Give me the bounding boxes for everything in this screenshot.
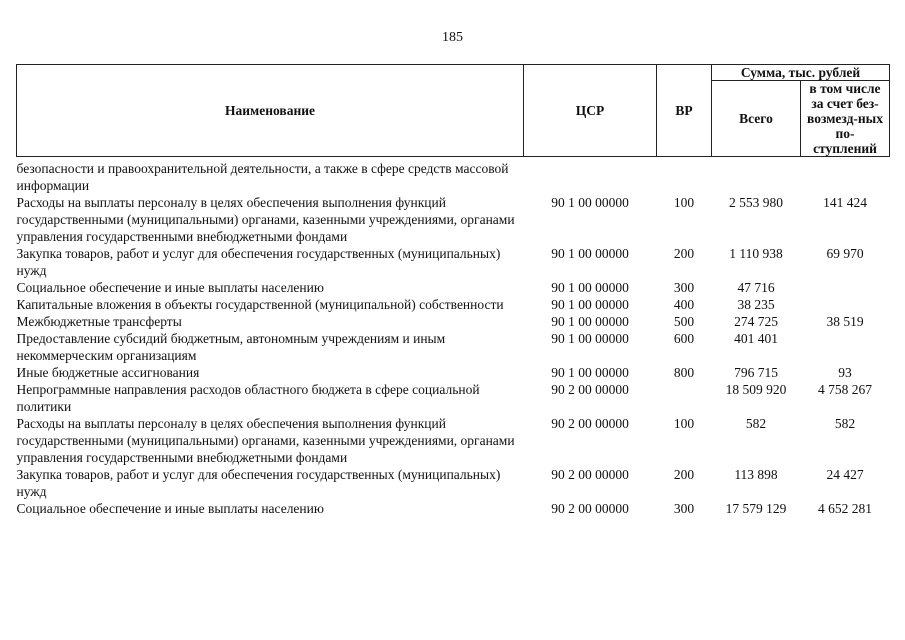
row-name-cell: Расходы на выплаты персоналу в целях обеспечения выполнения функций государственными (муниципальными) органами, казенными учреждениями, органами управления государственными внебюджетными фондами: [16, 416, 515, 465]
row-gratuitous-cell: 24 427: [826, 467, 864, 482]
row-name-cell: безопасности и правоохранительной деятельности, а также в сфере средств массовой информации: [16, 161, 509, 193]
row-csr-cell: 90 1 00 00000: [551, 314, 629, 329]
page-number: 185: [442, 30, 463, 45]
row-gratuitous-cell: 4 652 281: [818, 501, 872, 516]
row-gratuitous-cell: 38 519: [826, 314, 864, 329]
row-csr-cell: 90 1 00 00000: [551, 280, 629, 295]
row-name-cell: Межбюджетные трансферты: [16, 314, 182, 329]
row-gratuitous-cell: [801, 296, 890, 313]
row-name-cell: Социальное обеспечение и иные выплаты населению: [16, 501, 324, 516]
row-total-cell: 113 898: [734, 467, 778, 482]
row-csr-cell: 90 2 00 00000: [551, 501, 629, 516]
row-csr-cell: [524, 157, 657, 195]
row-vr-cell: [657, 157, 712, 195]
table-header: [17, 65, 890, 157]
row-name-cell: Непрограммные направления расходов областного бюджета в сфере социальной политики: [16, 382, 480, 414]
header-name: Наименование: [17, 65, 524, 157]
row-name-cell: Иные бюджетные ассигнования: [16, 365, 200, 380]
row-total-cell: 401 401: [734, 331, 778, 346]
row-total-cell: [712, 157, 801, 195]
row-csr-cell: 90 1 00 00000: [551, 297, 629, 312]
row-vr-cell: 400: [673, 297, 695, 312]
row-csr-cell: 90 1 00 00000: [551, 365, 629, 380]
table-row: [17, 466, 890, 500]
table-row: [17, 381, 890, 415]
row-gratuitous-cell: 93: [838, 365, 852, 380]
row-vr-cell: 100: [673, 195, 695, 210]
table-row: [17, 157, 890, 195]
row-total-cell: 18 509 920: [725, 382, 787, 397]
table-row: [17, 364, 890, 381]
row-vr-cell: 800: [673, 365, 695, 380]
row-gratuitous-cell: [801, 330, 890, 364]
header-csr: ЦСР: [524, 65, 657, 157]
row-csr-cell: 90 1 00 00000: [551, 195, 629, 210]
header-total: Всего: [712, 81, 801, 157]
budget-table: [16, 64, 890, 517]
row-vr-cell: 100: [673, 416, 695, 431]
row-csr-cell: 90 1 00 00000: [551, 331, 629, 346]
row-total-cell: 1 110 938: [729, 246, 783, 261]
row-name-cell: Предоставление субсидий бюджетным, автономным учреждениям и иным некоммерческим организациям: [16, 331, 446, 363]
row-name-cell: Закупка товаров, работ и услуг для обеспечения государственных (муниципальных) нужд: [16, 467, 501, 499]
row-csr-cell: 90 2 00 00000: [551, 467, 629, 482]
row-total-cell: 2 553 980: [729, 195, 783, 210]
row-gratuitous-cell: 582: [834, 416, 856, 431]
row-total-cell: 274 725: [734, 314, 778, 329]
table-row: [17, 194, 890, 245]
row-csr-cell: 90 1 00 00000: [551, 246, 629, 261]
row-total-cell: 47 716: [737, 280, 775, 295]
row-gratuitous-cell: [801, 279, 890, 296]
row-csr-cell: 90 2 00 00000: [551, 382, 629, 397]
row-gratuitous-cell: [801, 157, 890, 195]
table-row: [17, 330, 890, 364]
table-row: [17, 415, 890, 466]
row-total-cell: 17 579 129: [725, 501, 787, 516]
row-name-cell: Социальное обеспечение и иные выплаты населению: [16, 280, 324, 295]
row-vr-cell: 500: [673, 314, 695, 329]
row-gratuitous-cell: 4 758 267: [818, 382, 872, 397]
row-csr-cell: 90 2 00 00000: [551, 416, 629, 431]
row-vr-cell: 300: [673, 501, 695, 516]
table-body: [17, 157, 890, 518]
row-name-cell: Капитальные вложения в объекты государственной (муниципальной) собственности: [16, 297, 504, 312]
header-gratuitous: в том числе за счет без-возмезд-ных по-ступлений: [801, 81, 890, 157]
table-row: [17, 500, 890, 517]
header-vr: ВР: [657, 65, 712, 157]
table-row: [17, 245, 890, 279]
header-sum-group: Сумма, тыс. рублей: [712, 65, 890, 81]
row-gratuitous-cell: 69 970: [826, 246, 864, 261]
row-vr-cell: 600: [673, 331, 695, 346]
row-name-cell: Закупка товаров, работ и услуг для обеспечения государственных (муниципальных) нужд: [16, 246, 501, 278]
table-row: [17, 313, 890, 330]
row-vr-cell: 200: [673, 246, 695, 261]
table-row: [17, 279, 890, 296]
row-total-cell: 796 715: [734, 365, 778, 380]
row-vr-cell: 300: [673, 280, 695, 295]
table-row: [17, 296, 890, 313]
row-gratuitous-cell: 141 424: [823, 195, 867, 210]
row-total-cell: 38 235: [737, 297, 775, 312]
row-vr-cell: [657, 381, 712, 415]
row-total-cell: 582: [745, 416, 767, 431]
row-name-cell: Расходы на выплаты персоналу в целях обеспечения выполнения функций государственными (муниципальными) органами, казенными учреждениями, органами управления государственными внебюджетными фондами: [16, 195, 515, 244]
row-vr-cell: 200: [673, 467, 695, 482]
